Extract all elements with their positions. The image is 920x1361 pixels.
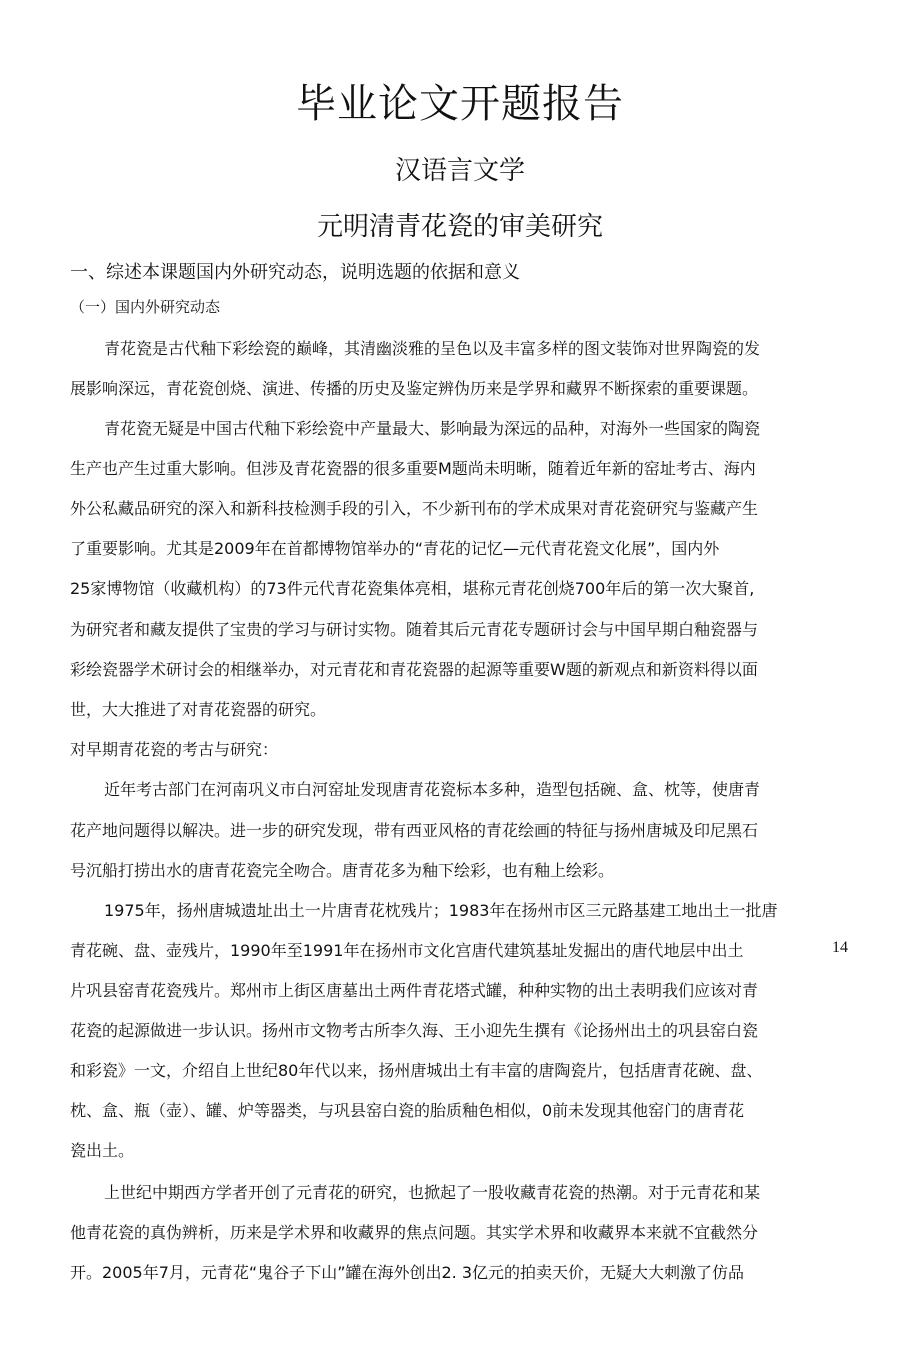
- body-line: 生产也产生过重大影响。但涉及青花瓷器的很多重要M题尚未明晰，随着近年新的窑址考古、海内: [70, 459, 756, 478]
- body-line: 展影响深远，青花瓷创烧、演进、传播的历史及鉴定辨伪历来是学界和藏界不断探索的重要课题。: [70, 379, 759, 398]
- body-line: 对早期青花瓷的考古与研究：: [70, 740, 279, 759]
- body-line: 瓷出土。: [70, 1141, 135, 1160]
- body-line: 近年考古部门在河南巩义市白河窑址发现唐青花瓷标本多种，造型包括碗、盒、枕等，使唐青: [104, 780, 761, 799]
- subsection-heading: （一）国内外研究动态: [70, 298, 221, 316]
- document-title: 毕业论文开题报告: [296, 81, 624, 127]
- section-heading: 一、综述本课题国内外研究动态，说明选题的依据和意义: [70, 262, 520, 283]
- page-number: 14: [832, 939, 848, 956]
- body-line: 号沉船打捞出水的唐青花瓷完全吻合。唐青花多为釉下绘彩，也有釉上绘彩。: [70, 861, 615, 880]
- body-line: 了重要影响。尤其是2009年在首都博物馆举办的“青花的记忆—元代青花瓷文化展”，国内外: [70, 539, 720, 558]
- body-line: 1975年，扬州唐城遗址出土一片唐青花枕残片；1983年在扬州市区三元路基建工地出土一批唐: [104, 901, 778, 920]
- body-line: 上世纪中期西方学者开创了元青花的研究，也掀起了一股收藏青花瓷的热潮。对于元青花和某: [104, 1183, 761, 1202]
- body-line: 花产地问题得以解决。进一步的研究发现，带有西亚风格的青花绘画的特征与扬州唐城及印尼黑石: [70, 821, 759, 840]
- body-line: 外公私藏品研究的深入和新科技检测手段的引入，不少新刊布的学术成果对青花瓷研究与鉴藏产生: [70, 499, 759, 518]
- body-line: 彩绘瓷器学术研讨会的相继举办，对元青花和青花瓷器的起源等重要W题的新观点和新资料得以面: [70, 660, 758, 679]
- major-name: 汉语言文学: [394, 156, 525, 186]
- body-line: 他青花瓷的真伪辨析，历来是学术界和收藏界的焦点问题。其实学术界和收藏界本来就不宜截然分: [70, 1223, 759, 1242]
- body-line: 25家博物馆（收藏机构）的73件元代青花瓷集体亮相，堪称元青花创烧700年后的第一次大聚首,: [70, 579, 755, 598]
- body-line: 和彩瓷》一文，介绍自上世纪80年代以来，扬州唐城出土有丰富的唐陶瓷片，包括唐青花碗、盘、: [70, 1061, 763, 1080]
- body-line: 青花瓷是古代釉下彩绘瓷的巅峰，其清幽淡雅的呈色以及丰富多样的图文装饰对世界陶瓷的发: [104, 339, 761, 358]
- body-line: 世，大大推进了对青花瓷器的研究。: [70, 700, 327, 719]
- body-line: 为研究者和藏友提供了宝贵的学习与研讨实物。随着其后元青花专题研讨会与中国早期白釉瓷器与: [70, 620, 759, 639]
- body-line: 开。2005年7月，元青花“鬼谷子下山”罐在海外创出2. 3亿元的拍卖天价，无疑大大刺激了仿品: [70, 1263, 745, 1282]
- body-line: 花瓷的起源做进一步认识。扬州市文物考古所李久海、王小迎先生撰有《论扬州出土的巩县窑白瓷: [70, 1021, 759, 1040]
- body-line: 青花瓷无疑是中国古代釉下彩绘瓷中产量最大、影响最为深远的品种，对海外一些国家的陶瓷: [104, 419, 761, 438]
- body-line: 青花碗、盘、壶残片，1990年至1991年在扬州市文化宫唐代建筑基址发掘出的唐代地层中出土: [70, 941, 744, 960]
- body-line: 片巩县窑青花瓷残片。郑州市上街区唐墓出土两件青花塔式罐，种种实物的出土表明我们应该对青: [70, 981, 759, 1000]
- thesis-title: 元明清青花瓷的审美研究: [316, 212, 603, 242]
- body-line: 枕、盒、瓶（壶）、罐、炉等器类，与巩县窑白瓷的胎质釉色相似，0前未发现其他窑门的唐青花: [70, 1101, 745, 1120]
